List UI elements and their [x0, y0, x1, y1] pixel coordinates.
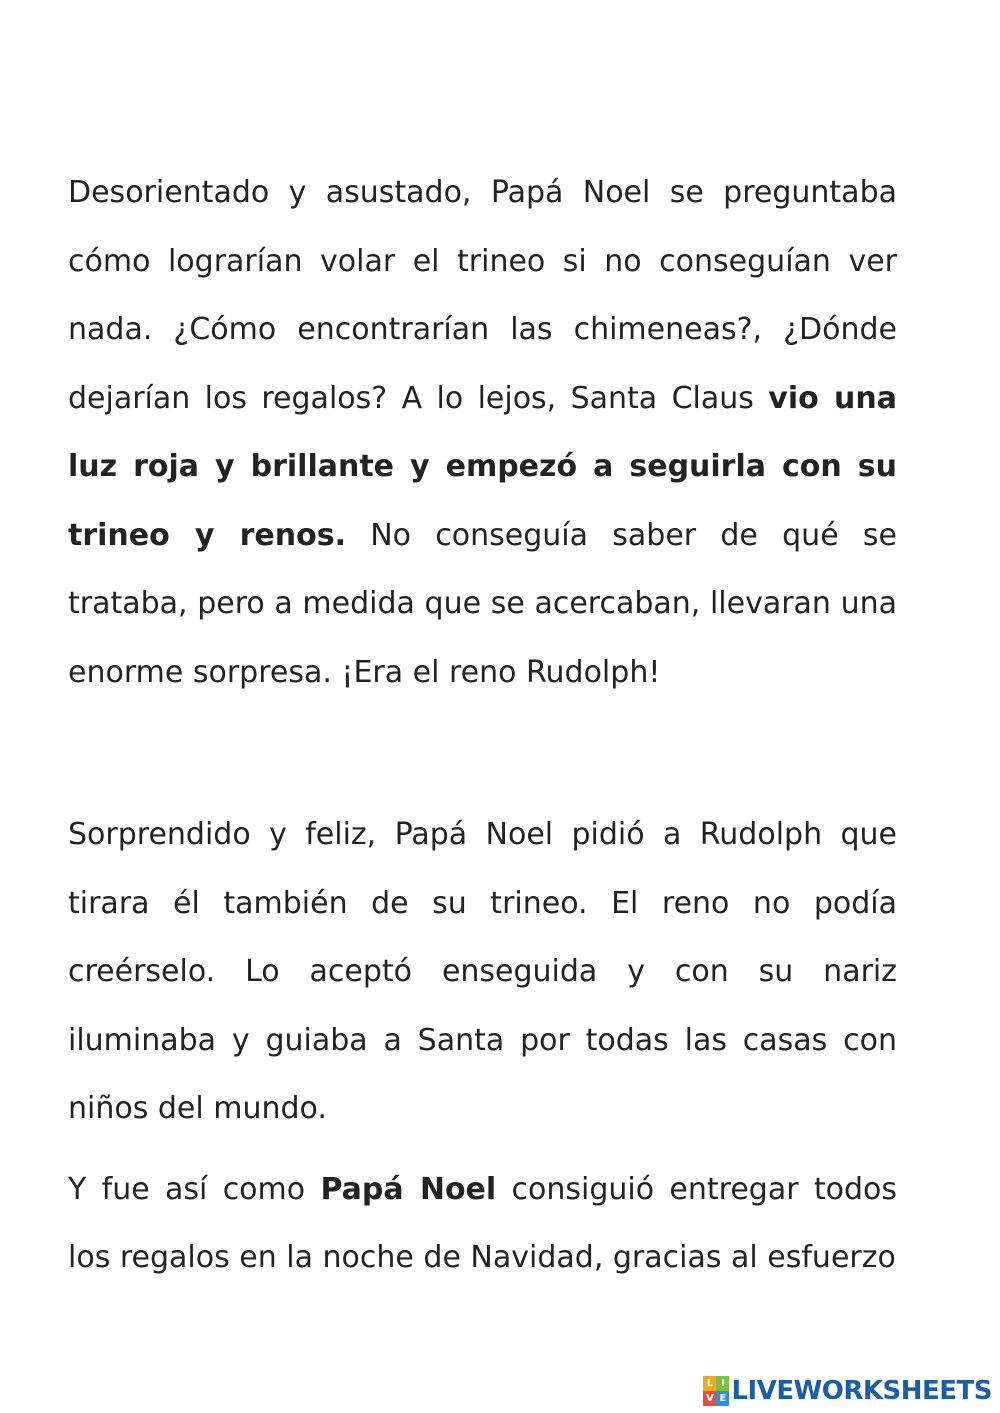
- paragraph-1: [68, 159, 897, 707]
- logo-cell-e: E: [716, 1391, 729, 1406]
- paragraph-1-text-a: Desorientado y asustado, Papá Noel se preguntaba cómo lograrían volar el trineo si no conseguían ver nada. ¿Cómo encontrarían las chimeneas?, ¿Dónde dejarían los regalos? A lo lejos, Santa Claus: [68, 175, 897, 416]
- paragraph-1-text-b: No conseguía saber de qué se trataba, pero a medida que se acercaban, llevaran una enorme sorpresa. ¡Era el reno Rudolph!: [68, 517, 897, 690]
- paragraph-3-text-b: consiguió entregar todos los regalos en la noche de Navidad, gracias al esfuerzo: [68, 1171, 898, 1275]
- liveworksheets-logo-icon: [703, 1376, 729, 1406]
- paragraph-2: [68, 801, 897, 1144]
- logo-cell-v: V: [703, 1391, 716, 1406]
- paragraph-3: [68, 1156, 897, 1293]
- watermark-text: LIVEWORKSHEETS: [731, 1376, 992, 1406]
- liveworksheets-watermark: [703, 1369, 992, 1413]
- paragraph-3-text-a: Y fue así como: [68, 1171, 321, 1207]
- logo-cell-i: I: [716, 1376, 729, 1391]
- paragraph-1-bold: vio una luz roja y brillante y empezó a seguirla con su trineo y renos.: [68, 380, 898, 553]
- logo-cell-l: L: [703, 1376, 716, 1391]
- paragraph-3-bold: Papá Noel: [320, 1171, 497, 1207]
- paragraph-2-text: Sorprendido y feliz, Papá Noel pidió a Rudolph que tirara él también de su trineo. El reno no podía creérselo. Lo aceptó enseguida y con su nariz iluminaba y guiaba a Santa por todas las casas con niños del mundo.: [68, 817, 897, 1126]
- document-body: [68, 159, 897, 1293]
